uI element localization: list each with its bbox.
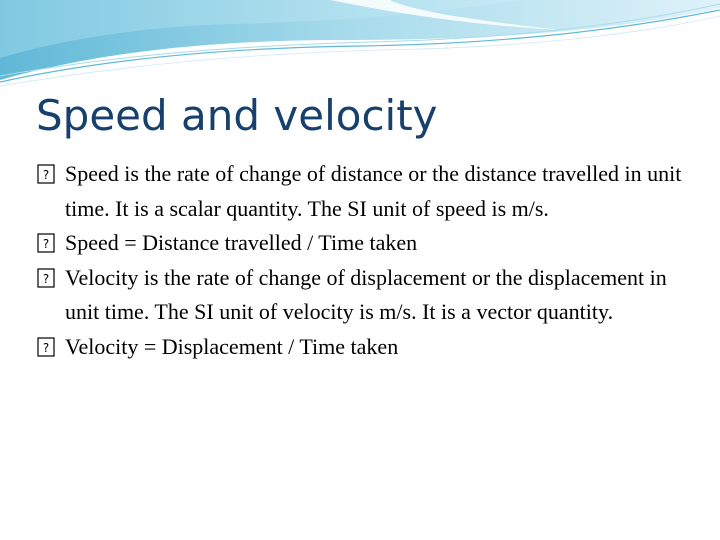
replacement-character-icon	[36, 268, 56, 288]
replacement-character-icon	[36, 337, 56, 357]
svg-text:?: ?	[42, 271, 50, 286]
bullet-item	[36, 226, 686, 261]
replacement-character-icon	[36, 233, 56, 253]
header-wave-decoration	[0, 0, 720, 90]
bullet-text: Speed = Distance travelled / Time taken	[65, 230, 418, 255]
bullet-item	[36, 330, 686, 365]
slide-title: Speed and velocity	[36, 91, 438, 140]
bullet-list	[36, 157, 686, 364]
svg-text:?: ?	[42, 237, 50, 251]
bullet-text: Velocity = Displacement / Time taken	[65, 333, 399, 359]
bullet-item	[36, 261, 686, 330]
svg-text:?: ?	[42, 340, 50, 355]
bullet-text: Speed is the rate of change of distance or the distance travelled in unit time. It is a scalar quantity. The SI unit of speed is m/s.	[65, 161, 682, 221]
bullet-item	[36, 157, 686, 226]
replacement-character-icon	[36, 164, 56, 184]
bullet-text: Velocity is the rate of change of displacement or the displacement in unit time. The SI unit of velocity is m/s. It is a vector quantity.	[65, 264, 667, 324]
svg-text:?: ?	[42, 168, 50, 182]
